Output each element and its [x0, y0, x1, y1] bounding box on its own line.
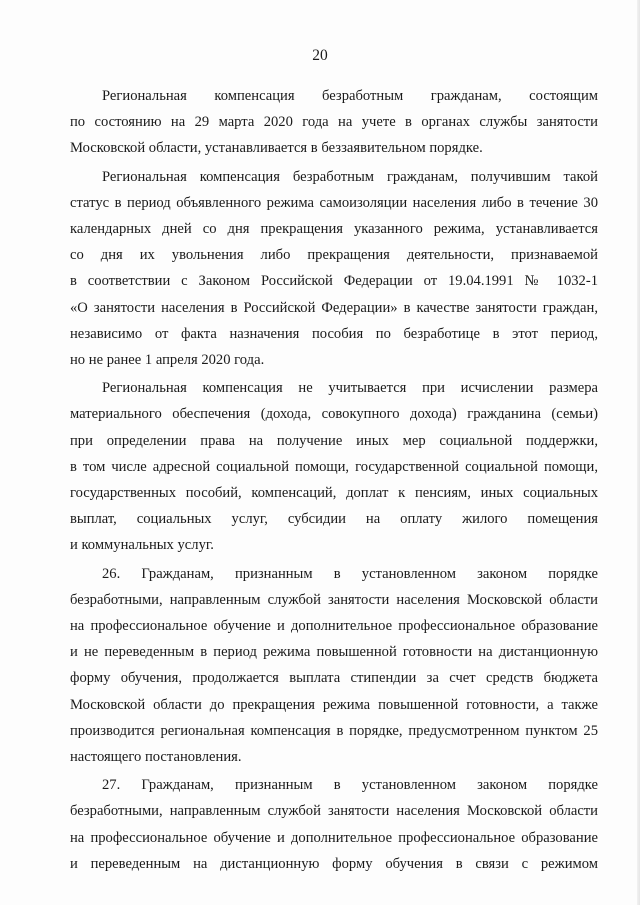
text-line: «О занятости населения в Российской Федерации» в качестве занятости граждан, [70, 299, 598, 316]
paragraph-item-26 [70, 561, 598, 771]
text-line: производится региональная компенсация в порядке, предусмотренном пунктом 25 [70, 722, 598, 739]
text-line: государственных пособий, компенсаций, доплат к пенсиям, иных социальных [70, 485, 598, 502]
text-line: выплат, социальных услуг, субсидии на оплату жилого помещения [70, 511, 598, 528]
text-line: на профессиональное обучение и дополнительное профессиональное образование [70, 618, 598, 635]
text-line: календарных дней со дня прекращения указанного режима, устанавливается [70, 221, 598, 238]
text-line: независимо от факта назначения пособия по безработице в этот период, [70, 325, 598, 342]
document-body [70, 83, 598, 879]
text-line: настоящего постановления. [70, 749, 242, 766]
text-line: Московской области до прекращения режима повышенной готовности, а также [70, 696, 598, 713]
page-number: 20 [312, 47, 328, 64]
text-line: со дня их увольнения либо прекращения деятельности, признаваемой [70, 247, 598, 264]
text-line: по состоянию на 29 марта 2020 года на учете в органах службы занятости [70, 114, 598, 131]
text-line: 27. Гражданам, признанным в установленном законом порядке [102, 777, 598, 794]
text-line: Московской области, устанавливается в беззаявительном порядке. [70, 140, 483, 157]
paragraph-self-isolation-status [70, 164, 598, 374]
text-line: в том числе адресной социальной помощи, государственной социальной помощи, [70, 458, 598, 475]
text-line: безработными, направленным службой занятости населения Московской области [70, 591, 598, 608]
text-line: Региональная компенсация безработным гражданам, получившим такой [102, 168, 598, 185]
paragraph-item-27 [70, 772, 598, 877]
text-line: материального обеспечения (дохода, совокупного дохода) гражданина (семьи) [70, 406, 598, 423]
text-line: в соответствии с Законом Российской Федерации от 19.04.1991 № 1032-1 [70, 273, 598, 290]
text-line: и переведенным на дистанционную форму обучения в связи с режимом [70, 855, 598, 872]
text-line: безработными, направленным службой занятости населения Московской области [70, 803, 598, 820]
paragraph-income-calculation [70, 375, 598, 558]
text-line: и коммунальных услуг. [70, 537, 214, 554]
text-line: но не ранее 1 апреля 2020 года. [70, 352, 265, 369]
text-line: и не переведенным в период режима повышенной готовности на дистанционную [70, 644, 598, 661]
text-line: статус в период объявленного режима самоизоляции населения либо в течение 30 [70, 194, 598, 211]
text-line: Региональная компенсация безработным гражданам, состоящим [102, 88, 598, 104]
text-line: 26. Гражданам, признанным в установленном законом порядке [102, 565, 598, 582]
text-line: при определении права на получение иных мер социальной поддержки, [70, 432, 598, 449]
text-line: форму обучения, продолжается выплата стипендии за счет средств бюджета [70, 670, 598, 687]
text-line: Региональная компенсация не учитывается при исчислении размера [102, 380, 598, 397]
text-line: на профессиональное обучение и дополнительное профессиональное образование [70, 829, 598, 846]
paragraph-regional-compensation-unemployed [70, 83, 598, 162]
